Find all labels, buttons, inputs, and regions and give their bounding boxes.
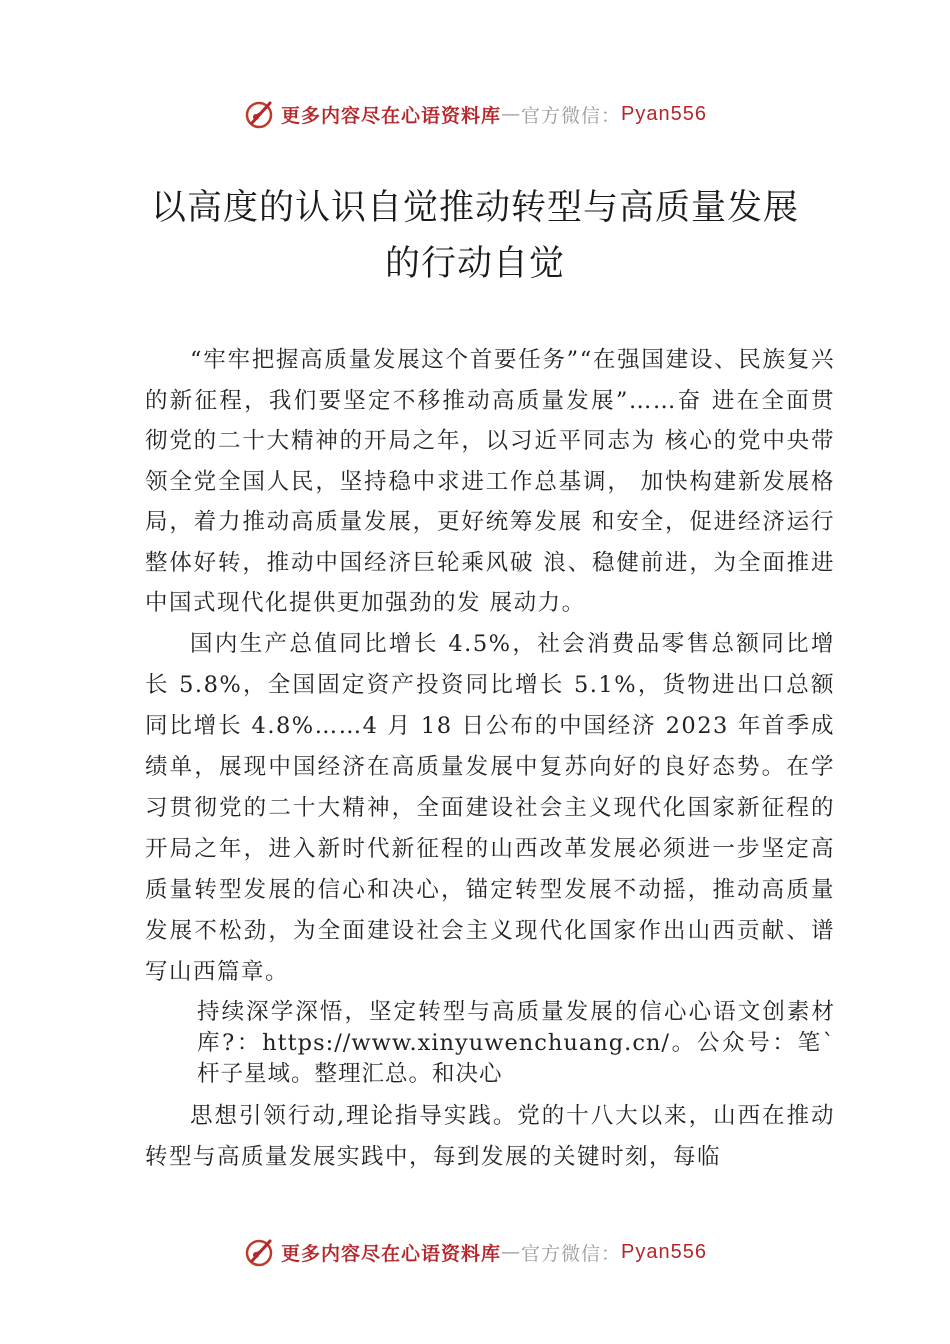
banner-wechat-id: Pyan556 [621,102,707,125]
banner-wechat-label: 官方微信： [521,104,622,127]
banner-wechat-label: 官方微信： [521,1242,622,1265]
banner-dash: — [501,1241,522,1263]
banner-brand-text: 更多内容尽在心语资料库 [281,1242,502,1265]
footer-watermark-banner [0,1232,950,1272]
banner-dash: — [501,103,522,125]
reference-note: 持续深学深悟，坚定转型与高质量发展的信心心语文创素材库?：https://www.xinyuwenchuang.cn/。公众号：笔`杆子星域。整理汇总。和决心 [197,998,835,1087]
banner-brand-text: 更多内容尽在心语资料库 [281,104,502,127]
title-line-2: 的行动自觉 [384,244,565,284]
banner-wechat-id: Pyan556 [621,1240,707,1263]
title-line-1: 以高度的认识自觉推动转型与高质量发展 [150,188,799,228]
quill-logo-icon [243,97,277,131]
paragraph-2: 国内生产总值同比增长 4.5%，社会消费品零售总额同比增长 5.8%，全国固定资产投资同比增长 5.1%，货物进出口总额同比增长 4.8%……4 月 18 日公布的中国经济 2023 年首季成绩单，展现中国经济在高质量发展中复苏向好的良好态势。在学习贯彻党的二十大精神，全面建设社会主义现代化国家新征程的开局之年，进入新时代新征程的山西改革发展必须进一步坚定高质量转型发展的信心和决心，锚定转型发展不动摇，推动高质量发展不松劲，为全面建设社会主义现代化国家作出山西贡献、谱写山西篇章。 [145,630,835,985]
quill-logo-icon [243,1235,277,1269]
document-title [0,180,950,292]
header-watermark-banner [0,94,950,134]
paragraph-3: 思想引领行动,理论指导实践。党的十八大以来，山西在推动转型与高质量发展实践中，每到发展的关键时刻，每临 [145,1102,835,1170]
document-body [145,340,835,1178]
paragraph-1: “牢牢把握高质量发展这个首要任务”“在强国建设、民族复兴的新征程，我们要坚定不移推动高质量发展”……奋 进在全面贯彻党的二十大精神的开局之年，以习近平同志为 核心的党中央带领全党全国人民，坚持稳中求进工作总基调， 加快构建新发展格局，着力推动高质量发展，更好统筹发展 和安全，促进经济运行整体好转，推动中国经济巨轮乘风破 浪、稳健前进，为全面推进中国式现代化提供更加强劲的发 展动力。 [145,347,835,616]
